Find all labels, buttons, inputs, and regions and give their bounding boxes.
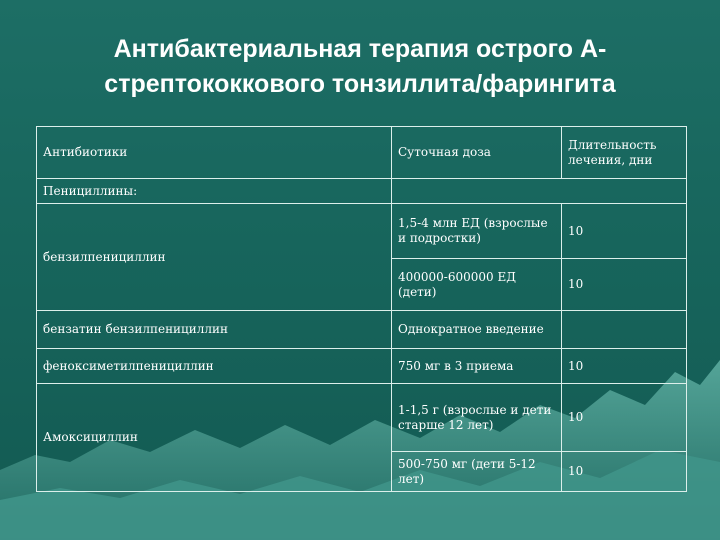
dose-cell: 1-1,5 г (взрослые и дети старше 12 лет)	[392, 384, 562, 452]
table-row	[37, 349, 687, 384]
slide-title-line-2: стрептококкового тонзиллита/фарингита	[104, 70, 616, 98]
table-row	[37, 311, 687, 349]
table-row	[37, 204, 687, 259]
table-header-row	[37, 127, 687, 179]
header-dose-cell: Суточная доза	[392, 127, 562, 179]
duration-cell: 10	[562, 349, 687, 384]
dose-cell: Однократное введение	[392, 311, 562, 349]
dose-cell: 1,5-4 млн ЕД (взрослые и подростки)	[392, 204, 562, 259]
dose-cell: 500-750 мг (дети 5-12 лет)	[392, 452, 562, 492]
section-empty-cell	[392, 179, 687, 204]
dose-cell: 750 мг в 3 приема	[392, 349, 562, 384]
table-row	[37, 384, 687, 452]
slide-title	[40, 32, 680, 102]
duration-cell: 10	[562, 452, 687, 492]
section-label-cell: Пенициллины:	[37, 179, 392, 204]
header-duration-cell: Длительность лечения, дни	[562, 127, 687, 179]
antibiotic-therapy-table	[36, 126, 687, 492]
drug-cell: феноксиметилпенициллин	[37, 349, 392, 384]
drug-cell: Амоксициллин	[37, 384, 392, 492]
duration-cell: 10	[562, 259, 687, 311]
duration-cell	[562, 311, 687, 349]
header-drug-cell: Антибиотики	[37, 127, 392, 179]
drug-cell: бензилпенициллин	[37, 204, 392, 311]
dose-cell: 400000-600000 ЕД (дети)	[392, 259, 562, 311]
section-row-penicillins	[37, 179, 687, 204]
duration-cell: 10	[562, 384, 687, 452]
slide-title-line-1: Антибактериальная терапия острого А-	[113, 35, 607, 63]
duration-cell: 10	[562, 204, 687, 259]
drug-cell: бензатин бензилпенициллин	[37, 311, 392, 349]
